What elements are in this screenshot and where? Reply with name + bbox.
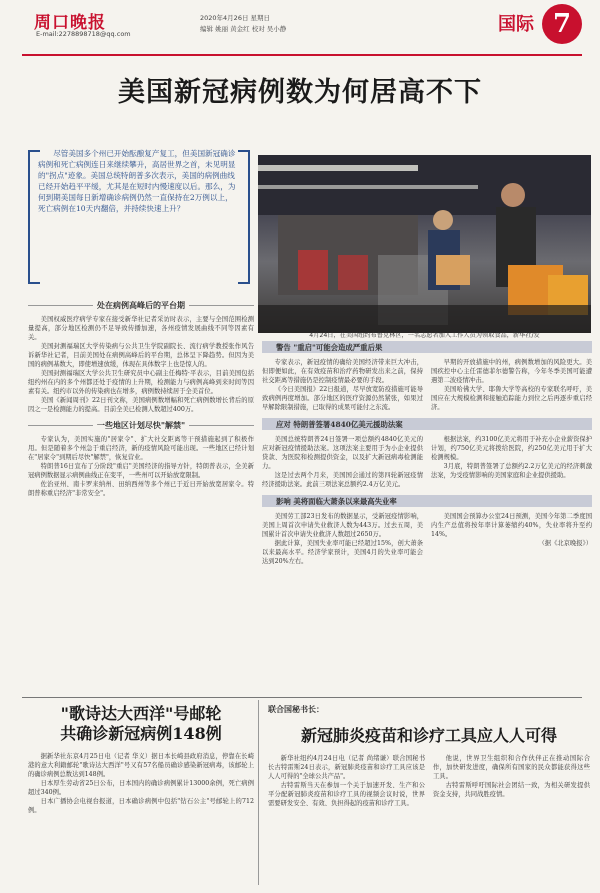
paragraph: 早期的开放措施中的州，病例数增加的风险更大。美国疾控中心主任雷德菲尔德警告称，今年冬季美国可能遭遇第二波疫情冲击。 — [431, 359, 592, 384]
photo-caption: 4月24日，在美国纽约布鲁克林区，一名志愿者加入工作人员为领取食品，新华社/发 — [309, 332, 540, 339]
paragraph: 美国《新闻周刊》22日刊文称，美国病例数增幅和死亡病例数增长背后的原因之一是检测能力的提高。目前全美已检测人数超过400万。 — [28, 397, 254, 413]
news-photo — [258, 155, 591, 333]
cruise-story-title-1: "歌诗达大西洋"号邮轮 — [60, 704, 222, 723]
paragraph: 他说，世界卫生组织和合作伙伴正在推动国际合作，加快研发进度，确保所有国家的民众都能获得这些工具。 — [433, 755, 590, 780]
paragraph: 特朗普16日宣布了分阶段"重启"美国经济的指导方针，特朗普表示，全美新冠病例数据显示病例曲线正在变平，一些州可以开始放宽限制。 — [28, 463, 254, 479]
newspaper-logo: 周口晚报 — [34, 13, 106, 33]
section-bar-response-text: 应对 特朗普签署4840亿美元援助法案 — [276, 419, 403, 429]
warning-body — [262, 358, 592, 412]
paragraph: 美国国会预算办公室24日预测，美国今年第二季度国内生产总值将按年率计算萎缩约40%，失业率将升至约14%。 — [431, 513, 592, 538]
paragraph: 专家表示，新冠疫情的确给美国经济带来巨大冲击，但即便如此，在有效疫苗和治疗药物研发出来之前，保持社交距离等措施仍是控制疫情最必要的手段。 — [262, 359, 423, 384]
un-story-body — [268, 754, 590, 808]
paragraph: 美国总统特朗普24日签署一项总额约4840亿美元的应对新冠疫情援助法案。这项法案主要用于为小企业提供贷款、为医院和检测提供资金，以及扩大新冠病毒检测能力。 — [262, 436, 423, 470]
article-credit: （据《北京晚报》） — [538, 540, 592, 547]
paragraph: 古特雷斯呼吁国际社会团结一致，为相关研发提供资金支持，共同战胜疫情。 — [433, 782, 590, 798]
paragraph: 这是过去两个月来，美国国会通过的第四轮新冠疫情经济援助法案。此前三项法案总额约2.4万亿美元。 — [262, 472, 423, 488]
section-bar-impact-text: 影响 美将面临大萧条以来最高失业率 — [276, 496, 397, 506]
paragraph: 佐治亚州、南卡罗来纳州、田纳西州等多个州已于近日开始放宽居家令。特朗普称重启经济"非常安全"。 — [28, 481, 254, 497]
main-headline: 美国新冠病例数为何居高不下 — [118, 77, 482, 108]
impact-body — [262, 512, 592, 566]
section-bar-warning — [262, 341, 592, 353]
paragraph: 3月底，特朗普签署了总额约2.2万亿美元的经济刺激法案，为受疫情影响的美国家庭和企业提供援助。 — [431, 463, 592, 479]
photo-illustration — [258, 155, 591, 333]
issue-date: 2020年4月26日 星期日 — [200, 14, 271, 22]
paragraph: 美国封测福瑞区大学传染病与公共卫生学院副院长、流行病学教授张作风告诉新华社记者，目前美国处在病例高峰后的平台期，总体呈下降趋势。但因为美国的病例基数大，即使增速放缓，体现在具体数字上也是惊人的。 — [28, 343, 254, 368]
paragraph: 美国哈佛大学、耶鲁大学等高校的专家联名呼吁，美国应在大规模检测和接触追踪能力到位之后再逐步重启经济。 — [431, 386, 592, 411]
un-story — [268, 704, 590, 808]
page-number-badge: 7 — [542, 4, 582, 44]
lead-bracket-right — [238, 150, 250, 284]
email-line: E-mail:2278898718@qq.com — [36, 30, 131, 38]
subhead-rule — [28, 425, 93, 426]
bottom-vertical-divider — [258, 700, 259, 885]
un-story-title: 新冠肺炎疫苗和诊疗工具应人人可得 — [300, 726, 557, 745]
masthead-rule — [22, 54, 582, 56]
paragraph: 美国权威医疗病学专家在接受新华社记者采访时表示，主要与全国范围检测量提高，部分地区检测仍不足导致传播加速，各州疫情发展曲线不同等因素有关。 — [28, 316, 254, 341]
subhead-2-text: 一些地区计划尽快"解禁" — [96, 420, 186, 430]
subhead-1-text: 处在病例高峰后的平台期 — [97, 300, 185, 310]
paragraph: 根据法案，约3100亿美元将用于补充小企业薪资保护计划，约750亿美元将拨给医院，约250亿美元用于扩大检测规模。 — [431, 436, 592, 461]
lead-summary — [38, 148, 236, 294]
paragraph: 日本广播协会电视台报道，日本确诊病例中包括"钻石公主"号邮轮上的712例。 — [28, 798, 254, 814]
cruise-story-title-2: 共确诊新冠病例148例 — [60, 724, 222, 743]
paragraph: 古特雷斯当天在参加一个关于加速开发、生产和公平分配新冠肺炎疫苗和诊疗工具的视频会议时说，世界需要研发安全、有效、负担得起的疫苗和诊疗工具。 — [268, 782, 425, 807]
bottom-divider — [22, 697, 582, 698]
subhead-rule — [28, 305, 93, 306]
section-title: 国际 — [498, 14, 534, 35]
subhead-rule — [189, 425, 254, 426]
paragraph: 新华社纽约4月24日电（记者 尚绪谦）联合国秘书长古特雷斯24日表示，新冠肺炎疫苗和诊疗工具应该是人人可得的"全球公共产品"。 — [268, 755, 425, 780]
subhead-rule — [189, 305, 254, 306]
paragraph: 美国封测福瑞区大学公共卫生研究员中心副主任梅特·平表示，目前美国包括纽约州在内的多个州都还处于疫情的上升期，检测能力与病例高峰到来时间等因素有关。纽约市以外的传染病也在增多，病例数持续居于全美首位。 — [28, 370, 254, 395]
cruise-story — [28, 704, 254, 815]
response-body — [262, 435, 592, 489]
section-bar-impact — [262, 495, 592, 507]
paragraph: 据新华社东京4月25日电（记者 华义）据日本长崎县政府消息，停靠在长崎港的意大利籍邮轮"歌诗达大西洋"号又有57名船员确诊感染新冠病毒，该邮轮上的确诊病例总数达到148例。 — [28, 753, 254, 778]
section-bar-warning-text: 警告 "重启"可能会造成严重后果 — [276, 342, 383, 352]
paragraph: 专家认为，美国实施的"居家令"、扩大社交距离等干预措施起到了积极作用。但是随着多个州急于重启经济，新的疫情风险可能出现。一些地区已经计划在"居家令"到期后尽快"解禁"，恢复营业。 — [28, 436, 254, 461]
staff-credits: 编辑 姚丽 黄金红 校对 吴小静 — [200, 25, 287, 33]
left-column — [28, 300, 254, 498]
lead-text: 尽管美国多个州已开始酝酿复产复工，但美国新冠确诊病例和死亡病例连日来继续攀升，高居世界之首，未见明显的"拐点"迹象。美国总统特朗普多次表示，美国的病例曲线已经开始趋平平缓，尤其是在短时内慢速度以后。那么，为何到期美国每日新增确诊病例仍然一直保持在2万例以上，死亡病例在10天内翻倍，并持续快速上升？ — [38, 149, 236, 213]
un-story-kicker: 联合国秘书长： — [268, 704, 324, 714]
paragraph: 《今日美国报》22日报道，尽早放宽防疫措施可能导致病例再度增加。部分地区的医疗资源仍然紧张，如果过早解除限制措施，已取得的成果可能付之东流。 — [262, 386, 423, 411]
paragraph: 日本厚生劳动省25日公布，日本国内的确诊病例累计13000余例，死亡病例超过340例。 — [28, 780, 254, 796]
section-bar-response — [262, 418, 592, 430]
subhead-1 — [28, 300, 254, 311]
paragraph: 美国劳工部23日发布的数据显示，受新冠疫情影响，美国上周首次申请失业救济人数为443万。过去五周，美国累计首次申请失业救济人数超过2650万。 — [262, 513, 423, 538]
paragraph: 据此计算，美国失业率可能已经超过15%，创大萧条以来最高水平。经济学家预计，美国4月的失业率可能会达到20%左右。 — [262, 540, 423, 565]
right-column — [262, 341, 592, 566]
subhead-2 — [28, 420, 254, 431]
